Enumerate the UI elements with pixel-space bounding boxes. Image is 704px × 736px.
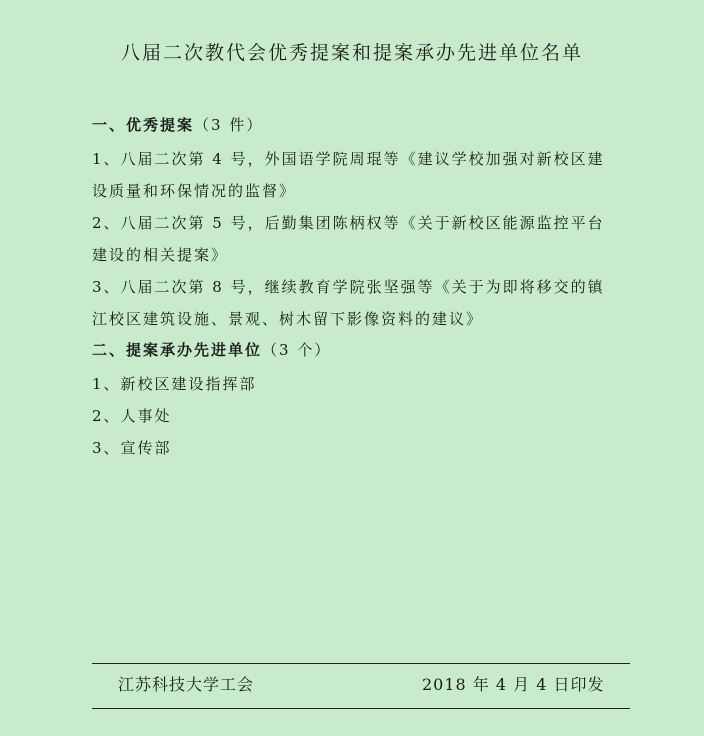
item-line: 设质量和环保情况的监督》 — [92, 182, 297, 200]
footer-divider-bottom — [92, 708, 630, 709]
section-heading-advanced-units — [92, 335, 630, 365]
list-item: 3、宣传部 — [92, 439, 172, 457]
list-item — [92, 207, 630, 271]
list-item: 2、人事处 — [92, 407, 172, 425]
item-line: 2、八届二次第 5 号，后勤集团陈柄权等《关于新校区能源监控平台 — [92, 214, 605, 232]
item-line: 3、八届二次第 8 号，继续教育学院张坚强等《关于为即将移交的镇 — [92, 278, 605, 296]
list-item — [92, 143, 630, 207]
item-line: 1、八届二次第 4 号，外国语学院周琨等《建议学校加强对新校区建 — [92, 150, 605, 168]
footer-divider-top — [92, 663, 630, 664]
document-title: 八届二次教代会优秀提案和提案承办先进单位名单 — [120, 42, 583, 64]
footer-date: 2018 年 4 月 4 日印发 — [422, 675, 605, 694]
section-count: （3 个） — [262, 341, 332, 359]
section-count: （3 件） — [194, 116, 264, 134]
item-line: 建设的相关提案》 — [92, 246, 229, 264]
section-title: 提案承办先进单位 — [126, 341, 263, 359]
list-item — [92, 271, 630, 335]
section-title: 优秀提案 — [126, 116, 195, 134]
section-number: 一、 — [92, 116, 127, 134]
section-heading-excellent-proposals — [92, 110, 630, 140]
list-item: 1、新校区建设指挥部 — [92, 375, 257, 393]
item-line: 江校区建筑设施、景观、树木留下影像资料的建议》 — [92, 310, 484, 328]
document-body — [92, 110, 630, 464]
footer-organization: 江苏科技大学工会 — [118, 675, 255, 694]
section-number: 二、 — [92, 341, 127, 359]
